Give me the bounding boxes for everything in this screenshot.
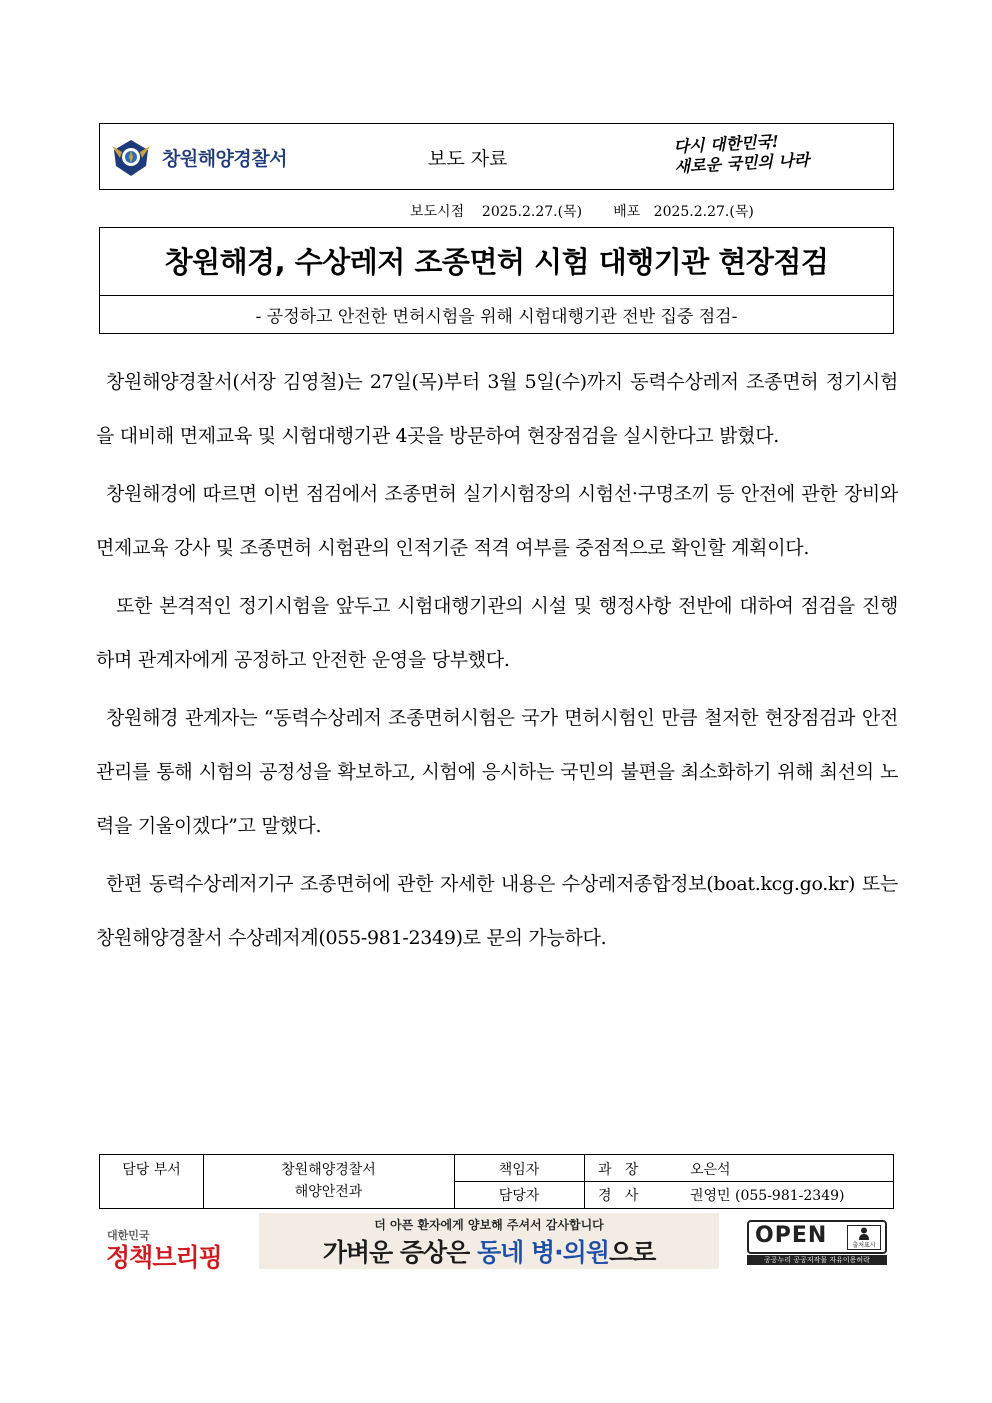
release-label: 보도시점 <box>410 204 465 220</box>
briefing-logo-small: 대한민국 <box>107 1229 150 1242</box>
open-license-box <box>747 1220 887 1254</box>
campaign-banner[interactable] <box>259 1213 719 1269</box>
head-name: 오은석 <box>690 1162 731 1178</box>
release-date: 2025.2.27.(목) <box>481 204 583 220</box>
slogan-line-2: 새로운 국민의 나라 <box>674 150 810 177</box>
dept-line-2: 해양안전과 <box>294 1184 363 1200</box>
table-divider <box>454 1181 894 1182</box>
page-subtitle: - 공정하고 안전한 면허시험을 위해 시험대행기관 전반 집중 점검- <box>255 307 738 327</box>
date-line <box>410 201 754 221</box>
page-title: 창원해경, 수상레저 조종면허 시험 대행기관 현장점검 <box>164 245 829 279</box>
slogan <box>673 127 875 177</box>
open-caption: 공공누리 공공저작물 자유이용허락 <box>747 1255 887 1265</box>
person-icon <box>858 1227 870 1240</box>
attribution-badge <box>847 1225 881 1250</box>
doc-type: 보도 자료 <box>428 148 508 170</box>
head-title: 과 장 <box>598 1162 639 1178</box>
staff-title: 경 사 <box>598 1188 639 1204</box>
paragraph: 창원해경 관계자는 “동력수상레저 조종면허시험은 국가 면허시험인 만큼 철저한 현장점검과 안전관리를 통해 시험의 공정성을 확보하고, 시험에 응시하는 국민의 불편을 최소화하기 위해 최선의 노력을 기울이겠다”고 말했다. <box>96 707 898 837</box>
paragraph: 또한 본격적인 정기시험을 앞두고 시험대행기관의 시설 및 행정사항 전반에 대하여 점검을 진행하며 관계자에게 공정하고 안전한 운영을 당부했다. <box>96 595 898 671</box>
org-name: 창원해양경찰서 <box>162 148 287 170</box>
paragraph: 창원해경에 따르면 이번 점검에서 조종면허 실기시험장의 시험선·구명조끼 등 안전에 관한 장비와 면제교육 강사 및 조종면허 시험관의 인적기준 적격 여부를 중점적으로 확인할 계획이다. <box>96 483 898 559</box>
paragraph: 한편 동력수상레저기구 조종면허에 관한 자세한 내용은 수상레저종합정보(boat.kcg.go.kr) 또는 창원해양경찰서 수상레저계(055-981-2349)로 문의 가능하다. <box>96 873 898 949</box>
paragraph: 창원해양경찰서(서장 김영철)는 27일(목)부터 3월 5일(수)까지 동력수상레저 조종면허 정기시험을 대비해 면제교육 및 시험대행기관 4곳을 방문하여 현장점검을 실시한다고 밝혔다. <box>96 371 898 447</box>
open-license-mark <box>747 1220 887 1265</box>
coast-guard-emblem-icon <box>110 136 152 178</box>
article-body <box>96 355 898 969</box>
distribution-label: 배포 <box>613 204 641 220</box>
header-box <box>99 123 894 190</box>
banner-headline-a: 가벼운 증상은 <box>322 1238 478 1267</box>
attribution-badge-label: 출처표시 <box>852 1242 876 1249</box>
staff-role: 담당자 <box>498 1188 540 1204</box>
title-divider <box>100 295 893 296</box>
banner-subtext: 더 아픈 환자에게 양보해 주셔서 감사합니다 <box>374 1218 604 1232</box>
banner-headline-c: 으로 <box>608 1238 656 1267</box>
briefing-logo: 정책브리핑 <box>106 1243 222 1272</box>
dept-line-1: 창원해양경찰서 <box>281 1162 376 1178</box>
staff-name: 권영민 (055-981-2349) <box>690 1188 845 1204</box>
contact-table <box>99 1154 894 1209</box>
slogan-line-1: 다시 대한민국! <box>673 131 780 157</box>
head-role: 책임자 <box>498 1162 540 1178</box>
dept-label: 담당 부서 <box>122 1162 181 1178</box>
title-box <box>99 227 894 334</box>
open-label: OPEN <box>755 1223 828 1248</box>
banner-headline-highlight: 동네 병·의원 <box>477 1238 609 1267</box>
banner-headline <box>259 1233 719 1269</box>
distribution-date: 2025.2.27.(목) <box>653 204 754 220</box>
